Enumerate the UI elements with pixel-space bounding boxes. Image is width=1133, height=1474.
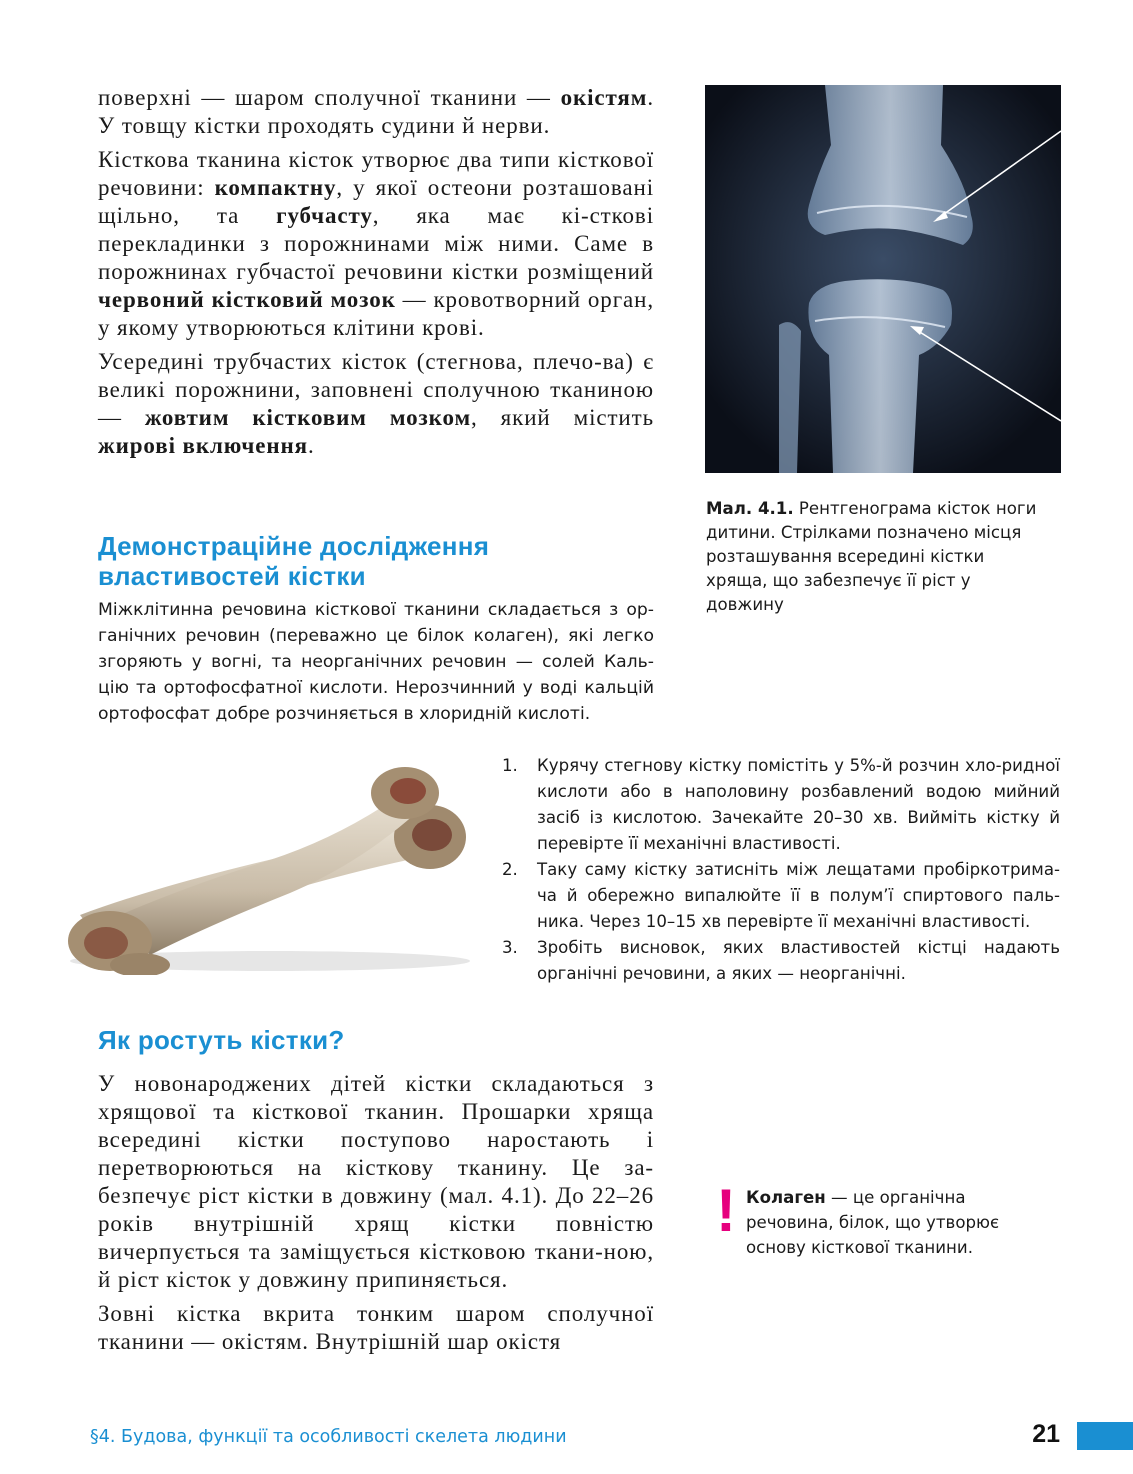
term-spongy: губчасту: [276, 203, 373, 228]
figure-label: Мал. 4.1.: [706, 499, 794, 518]
text-span: .: [308, 433, 315, 458]
text-span: , у якої остеони розташовані щільно, та: [98, 175, 654, 228]
chicken-bones-image: [40, 765, 490, 975]
page-marker-bar: [1077, 1422, 1133, 1450]
text-span: — кровотворний орган, у якому утворюються клітини крові.: [98, 287, 655, 340]
list-item: [502, 753, 1060, 857]
list-item: [502, 857, 1060, 935]
heading-line: Демонстраційне дослідження: [98, 531, 490, 561]
growth-paragraph-2: Зовні кістка вкрита тонким шаром сполучної тканини — окістям. Внутрішній шар окістя: [98, 1301, 654, 1354]
xray-knee-image: [705, 85, 1061, 473]
demo-heading: [98, 531, 489, 591]
page-number: 21: [1032, 1420, 1060, 1448]
growth-paragraph-1: У новонароджених дітей кістки складаються з хрящової та кісткової тканин. Прошарки хряща всередині кістки поступово наростають і перетворюються на кісткову тканину. Це за-безпечує ріст кістки в довжину (мал. 4.1). До 22–26 років внутрішній хрящ кістки повністю вичерпується та заміщується кістковою ткани-ною, й ріст кісток у довжину припиняється.: [98, 1071, 654, 1292]
text-span: поверхні — шаром сполучної тканини —: [98, 85, 561, 110]
growth-heading: Як ростуть кістки?: [98, 1025, 345, 1055]
exclamation-icon: !: [716, 1177, 736, 1244]
figure-caption: [706, 497, 1046, 617]
note-definition: — це органічна речовина, білок, що утворює основу кісткової тканини.: [746, 1188, 1000, 1257]
step-number: 1.: [502, 756, 518, 775]
term-yellow-marrow: жовтим кістковим мозком: [144, 405, 472, 430]
text-span: , який містить: [471, 405, 654, 430]
intro-text: [98, 84, 654, 466]
step-text: Курячу стегнову кістку помістіть у 5%-й розчин хло-ридної кислоти або в наполовину розбавлений водою мийний засіб із кислотою. Зачекайте 20–30 хв. Вийміть кістку й перевірте її механічні властивості.: [537, 756, 1060, 853]
intro-paragraph-1: [98, 84, 654, 140]
intro-paragraph-2: [98, 146, 654, 342]
text-span: , яка має кі-сткові перекладинки з порожнинами між ними. Саме в порожнинах губчастої речовини кістки розміщений: [98, 203, 654, 284]
caption-text: Рентгенограма кісток ноги дитини. Стрілками позначено місця розташування всередині кістки хряща, що забезпечує її ріст у довжину: [706, 499, 1037, 614]
term-fat-inclusions: жирові включення: [98, 433, 309, 458]
bones-illustration: [40, 765, 490, 975]
step-number: 2.: [502, 860, 518, 879]
intro-paragraph-3: [98, 348, 654, 460]
step-number: 3.: [502, 938, 518, 957]
list-item: [502, 935, 1060, 987]
step-text: Таку саму кістку затисніть між лещатами пробіркотрима-ча й обережно випалюйте її в полум’ї спиртового паль-ника. Через 10–15 хв перевірте її механічні властивості.: [537, 860, 1060, 931]
heading-line: властивостей кістки: [98, 561, 366, 591]
term-red-marrow: червоний кістковий мозок: [98, 287, 396, 312]
xray-illustration: [705, 85, 1061, 473]
term-periosteum: окістям: [560, 85, 648, 110]
note-text: [746, 1185, 1046, 1260]
term-compact: компактну: [214, 175, 337, 200]
growth-text: [98, 1070, 654, 1362]
footer-section-title: §4. Будова, функції та особливості скелета людини: [90, 1427, 567, 1447]
step-text: Зробіть висновок, яких властивостей кістці надають органічні речовини, а яких — неорганічні.: [537, 938, 1060, 983]
text-span: . У товщу кістки проходять судини й нерви.: [98, 85, 654, 138]
experiment-steps: [502, 753, 1060, 987]
note-term: Колаген: [746, 1188, 826, 1207]
text-span: Кісткова тканина кісток утворює два типи кісткової речовини:: [98, 147, 654, 200]
text-span: Усередині трубчастих кісток (стегнова, плечо-ва) є великі порожнини, заповнені сполучною тканиною —: [98, 349, 654, 430]
demo-description: Міжклітинна речовина кісткової тканини складається з ор-ганічних речовин (переважно це білок колаген), які легко згоряють у вогні, та неорганічних речовин — солей Каль-цію та ортофосфатної кислоти. Нерозчинний у воді кальцій ортофосфат добре розчиняється в хлоридній кислоті.: [98, 600, 654, 724]
